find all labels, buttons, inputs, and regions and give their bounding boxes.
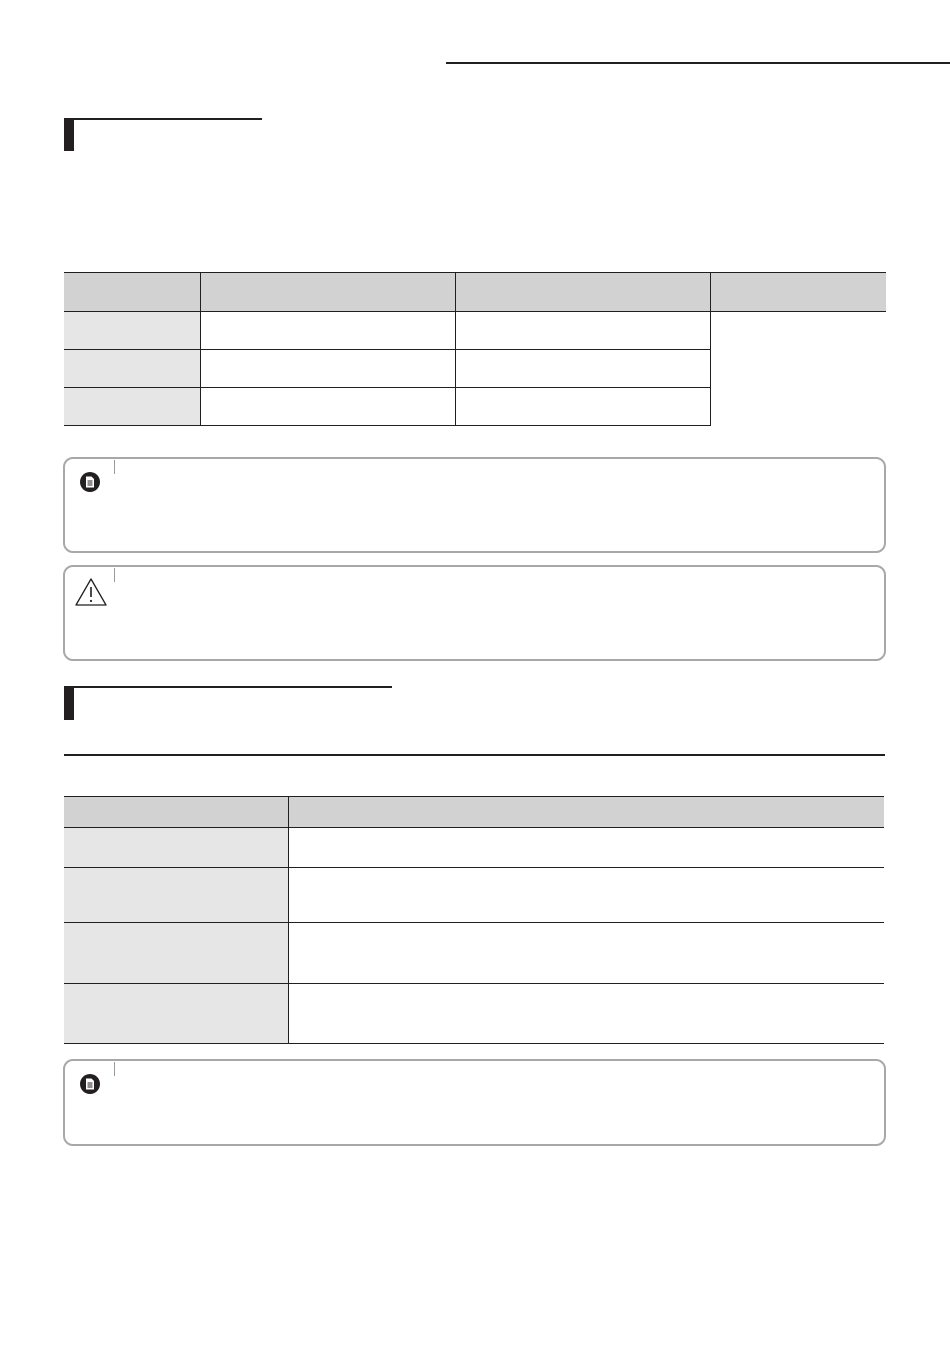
section-2-table xyxy=(64,796,884,1044)
table-header-cell xyxy=(64,797,289,828)
caution-box xyxy=(63,565,886,661)
caution-box-tick xyxy=(114,568,115,582)
note-box xyxy=(63,457,886,553)
page-header-title xyxy=(446,40,950,60)
table-row xyxy=(64,312,886,350)
table-header-cell xyxy=(289,797,885,828)
header-rule xyxy=(446,62,950,64)
warning-triangle-icon xyxy=(74,577,108,607)
table-row-label xyxy=(64,388,201,426)
table-row-label xyxy=(64,312,201,350)
table-cell xyxy=(201,388,456,426)
table-header-cell xyxy=(456,273,711,312)
note-box-tick xyxy=(114,1062,115,1076)
table-row-label xyxy=(64,350,201,388)
table-cell xyxy=(456,350,711,388)
table-header-row xyxy=(64,797,884,828)
table-row xyxy=(64,923,884,984)
table-cell xyxy=(201,350,456,388)
table-cell xyxy=(289,868,885,923)
table-header-cell xyxy=(711,273,887,312)
section-2-underline xyxy=(64,686,392,688)
table-cell xyxy=(456,388,711,426)
section-2-marker xyxy=(64,688,74,720)
table-row xyxy=(64,984,884,1044)
table-row-label xyxy=(64,868,289,923)
note-icon xyxy=(80,472,100,492)
table-cell xyxy=(201,312,456,350)
table-row-label xyxy=(64,828,289,868)
section-1-marker xyxy=(64,119,74,151)
table-row-label xyxy=(64,984,289,1044)
note-box xyxy=(63,1059,886,1146)
table-row xyxy=(64,828,884,868)
section-2-rule xyxy=(64,754,885,756)
table-cell xyxy=(289,828,885,868)
note-box-tick xyxy=(114,460,115,474)
section-1-table xyxy=(64,272,886,426)
table-header-row xyxy=(64,273,886,312)
table-merged-cell xyxy=(711,312,887,426)
table-row xyxy=(64,868,884,923)
table-cell xyxy=(289,923,885,984)
note-icon xyxy=(80,1074,100,1094)
section-1-underline xyxy=(64,118,262,120)
table-header-cell xyxy=(64,273,201,312)
table-cell xyxy=(456,312,711,350)
table-header-cell xyxy=(201,273,456,312)
table-cell xyxy=(289,984,885,1044)
table-row-label xyxy=(64,923,289,984)
